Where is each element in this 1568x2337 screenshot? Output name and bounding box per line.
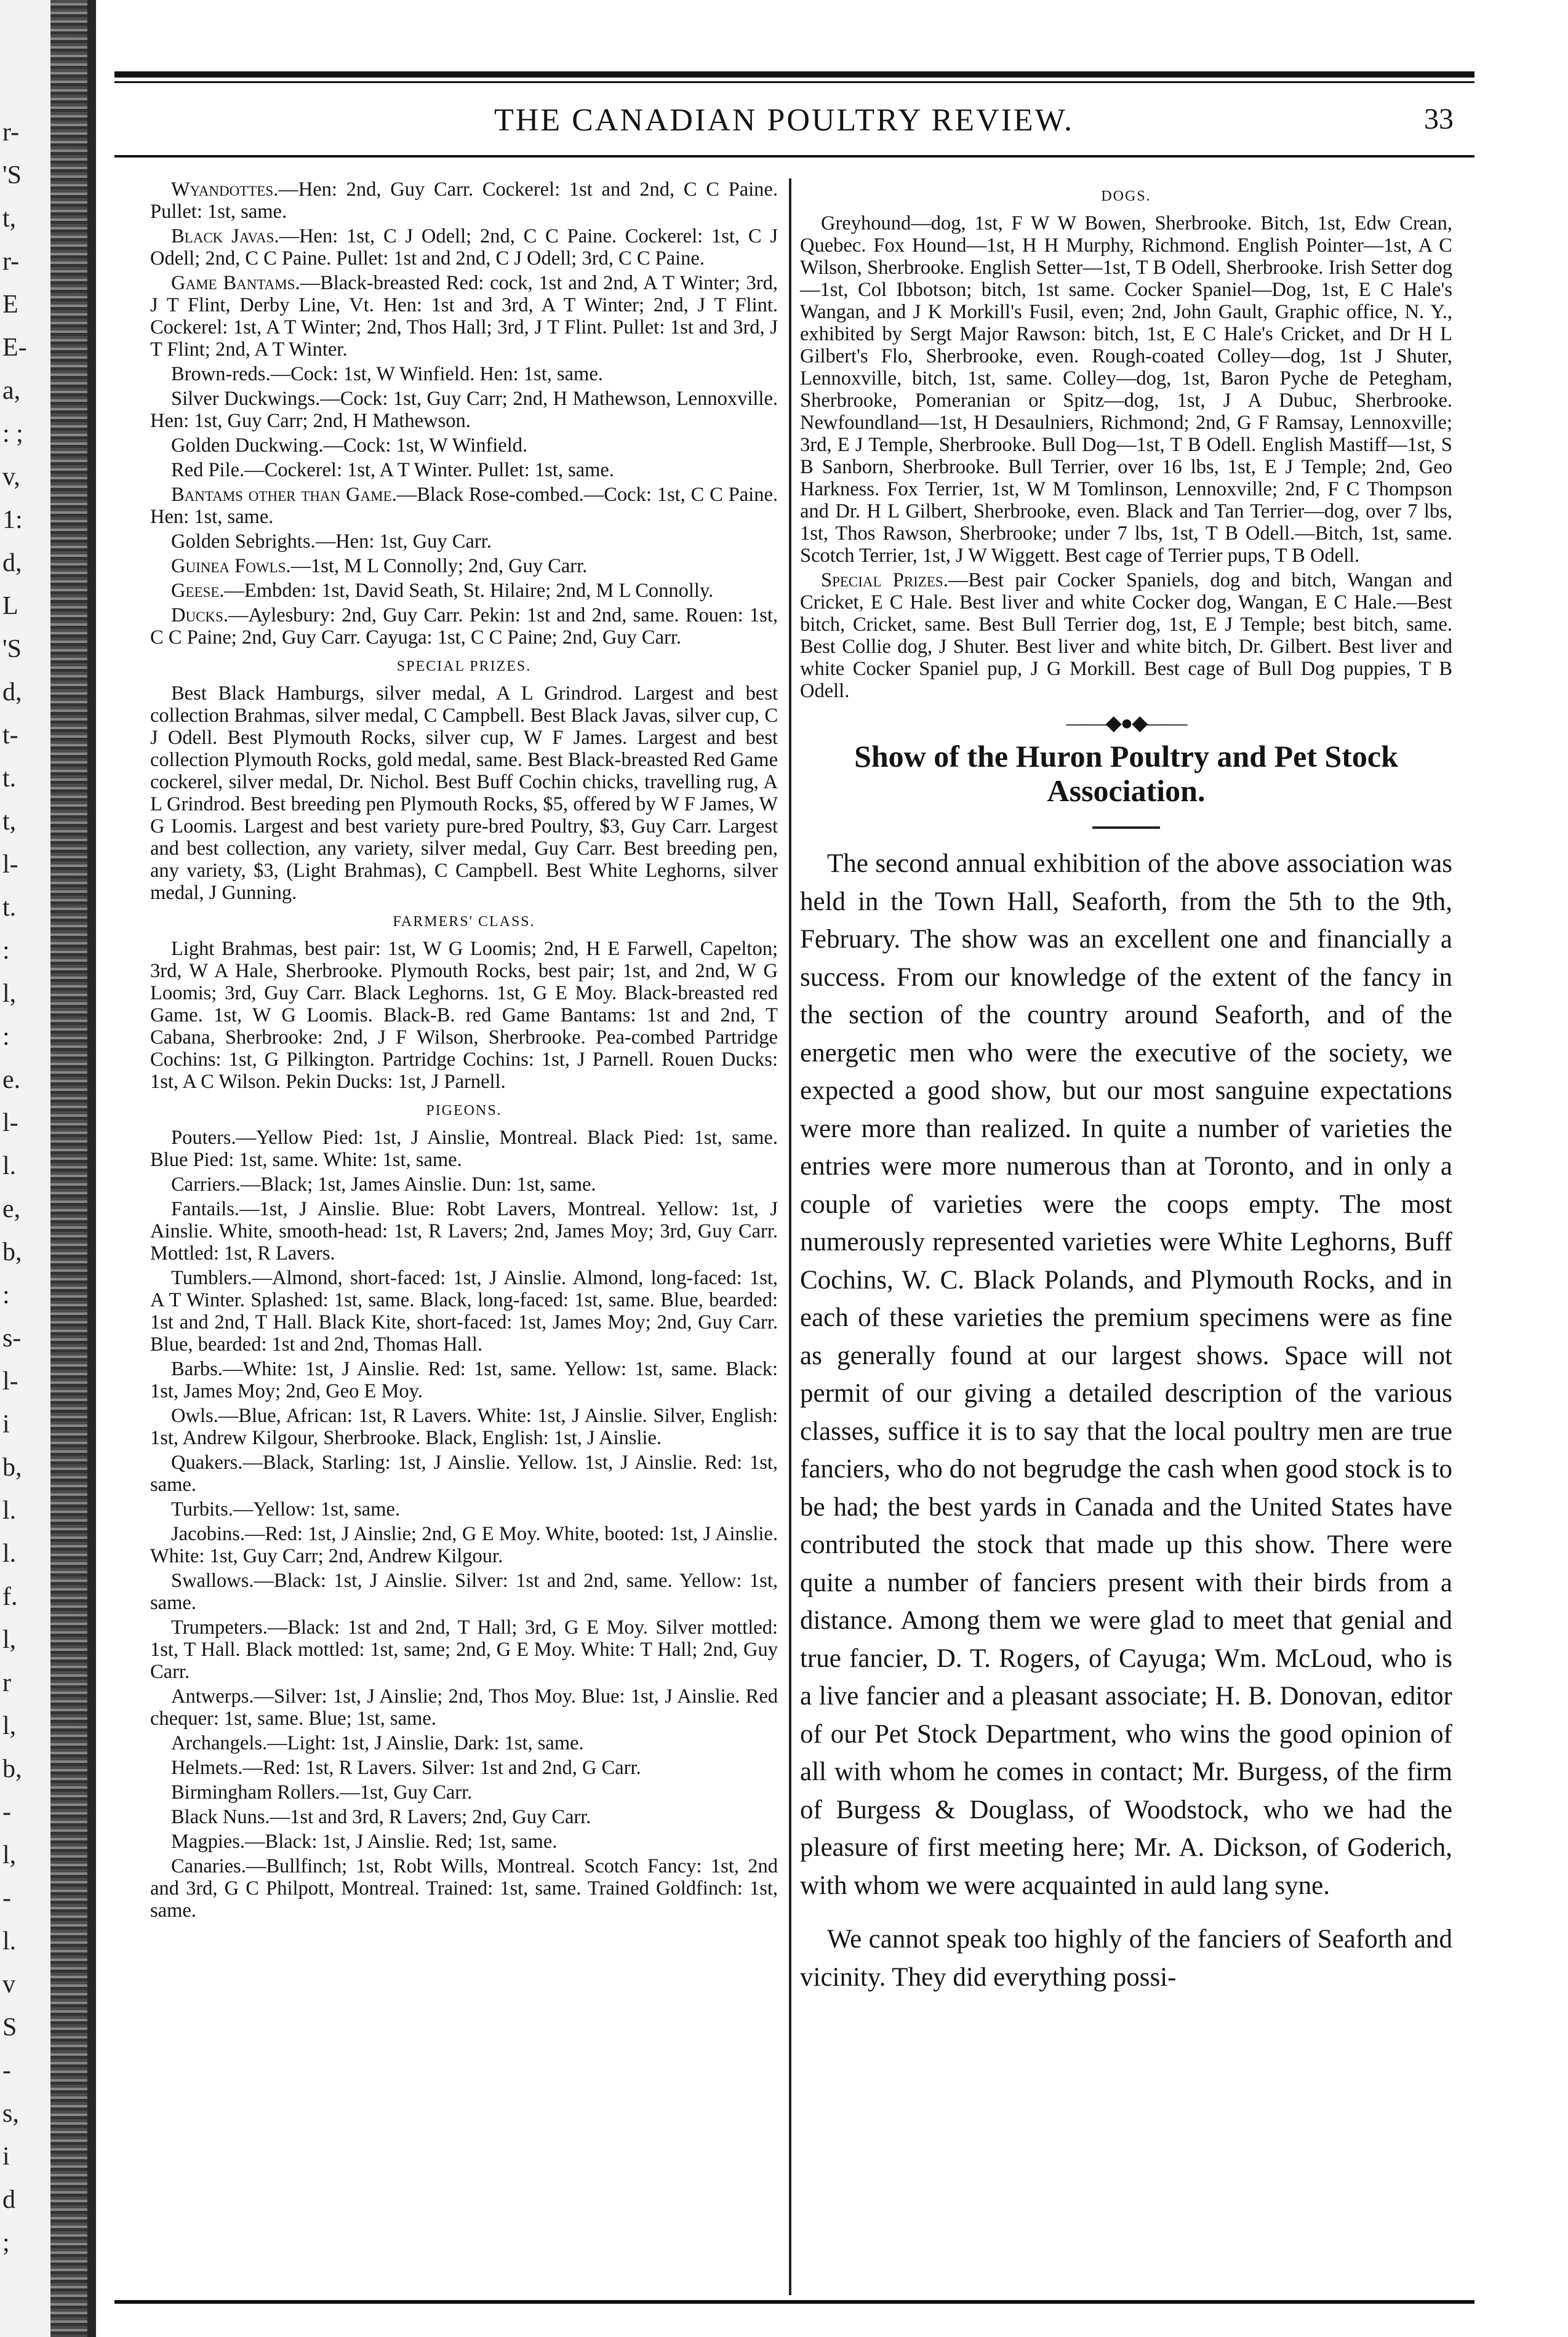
margin-fragment: t, (2, 204, 17, 233)
result-text: Red Pile.—Cockerel: 1st, A T Winter. Pullet: 1st, same. (171, 459, 614, 481)
margin-fragment: i (2, 1410, 10, 1439)
margin-fragment: : (2, 1281, 10, 1309)
dog-special-prizes (800, 569, 1452, 702)
page-number: 33 (1424, 103, 1454, 135)
result-text: Golden Sebrights.—Hen: 1st, Guy Carr. (171, 530, 492, 553)
result-text: —Black-breasted Red: cock, 1st and 2nd, A T Winter; 3rd, J T Flint, Derby Line, Vt. Hen: 1st and 3rd, A T Winter; 2nd, J T Flint. Cockerel: 1st, A T Winter; 2nd, Thos Hall; 3rd, J T Flint. Pullet: 1st and 3rd, J T Flint; 2nd, A T Winter. (150, 272, 778, 361)
result-paragraph (150, 580, 778, 602)
result-paragraph (150, 604, 778, 649)
pigeon-paragraph: Swallows.—Black: 1st, J Ainslie. Silver: 1st and 2nd, same. Yellow: 1st, same. (150, 1570, 778, 1614)
result-text: Golden Duckwing.—Cock: 1st, W Winfield. (171, 434, 528, 457)
pigeon-paragraph: Fantails.—1st, J Ainslie. Blue: Robt Lavers, Montreal. Yellow: 1st, J Ainslie. White, smooth-head: 1st, R Lavers; 2nd, James Moy; 3rd, Guy Carr. Mottled: 1st, R Lavers. (150, 1198, 778, 1264)
margin-fragment: L (2, 592, 18, 620)
margin-fragment: v, (2, 463, 20, 491)
margin-fragment: d (2, 2186, 15, 2214)
margin-fragment: l. (2, 1540, 17, 1568)
dog-special-prizes-lead: Special Prizes. (821, 569, 948, 591)
margin-fragment: t. (2, 764, 17, 793)
margin-fragment: d, (2, 549, 22, 577)
result-paragraph (150, 434, 778, 457)
margin-fragment: 1: (2, 506, 23, 534)
margin-fragment: v (2, 1970, 15, 1999)
margin-fragment: : ; (2, 420, 23, 448)
result-class-lead: Geese. (171, 580, 225, 602)
left-column (150, 178, 778, 1924)
margin-fragment: l, (2, 1712, 17, 1740)
margin-fragment: l. (2, 1496, 17, 1525)
margin-fragment: E (2, 290, 18, 319)
result-paragraph (150, 272, 778, 361)
dog-special-prizes-body: —Best pair Cocker Spaniels, dog and bitch, Wangan and Cricket, E C Hale. Best liver and white Cocker dog, Wangan, E C Hale.—Best bitch, Cricket, same. Best Bull Terrier dog, 1st, E J Temple; best bitch, same. Best Collie dog, J Shuter. Best liver and white bitch, Dr. Gilbert. Best liver and white Cocker Spaniel pup, J G Morkill. Best cage of Bull Dog puppies, T B Odell. (800, 569, 1452, 702)
result-class-lead: Ducks. (171, 604, 228, 626)
result-text: Silver Duckwings.—Cock: 1st, Guy Carr; 2nd, H Mathewson, Lennoxville. Hen: 1st, Guy Carr; 2nd, H Mathewson. (150, 388, 778, 432)
margin-fragment: s, (2, 2099, 19, 2128)
dogs-heading: DOGS. (1101, 188, 1151, 204)
farmers-class-heading: FARMERS' CLASS. (393, 914, 535, 930)
margin-fragment: a, (2, 377, 21, 405)
margin-fragment: e. (2, 1066, 21, 1094)
journal-title: THE CANADIAN POULTRY REVIEW. (494, 103, 1074, 138)
result-paragraph (150, 225, 778, 270)
margin-fragment: t- (2, 721, 18, 749)
pigeon-paragraph: Archangels.—Light: 1st, J Ainslie, Dark: 1st, same. (171, 1732, 584, 1754)
margin-fragment: : (2, 937, 10, 965)
result-class-lead: Guinea Fowls. (171, 555, 291, 577)
margin-fragment: - (2, 1884, 11, 1912)
margin-fragment: l, (2, 1626, 17, 1654)
pigeon-paragraph: Barbs.—White: 1st, J Ainslie. Red: 1st, same. Yellow: 1st, same. Black: 1st, James Moy; 2nd, Geo E Moy. (150, 1358, 778, 1402)
pigeon-paragraph: Magpies.—Black: 1st, J Ainslie. Red; 1st, same. (171, 1831, 558, 1853)
result-paragraph (150, 363, 778, 385)
result-class-lead: Wyandottes. (171, 178, 279, 201)
result-text: —Hen: 2nd, Guy Carr. Cockerel: 1st and 2nd, C C Paine. Pullet: 1st, same. (150, 178, 778, 223)
result-class-lead: Game Bantams. (171, 272, 300, 294)
pigeon-paragraph: Antwerps.—Silver: 1st, J Ainslie; 2nd, Thos Moy. Blue: 1st, J Ainslie. Red chequer: 1st, same. Blue; 1st, same. (150, 1685, 778, 1730)
pigeons-heading: PIGEONS. (426, 1103, 502, 1119)
result-text: Brown-reds.—Cock: 1st, W Winfield. Hen: 1st, same. (171, 363, 603, 385)
margin-fragment: l. (2, 1152, 17, 1180)
result-class-lead: Black Javas. (171, 225, 279, 247)
pigeon-paragraph: Turbits.—Yellow: 1st, same. (171, 1498, 401, 1520)
right-column (800, 178, 1452, 1996)
column-divider (789, 178, 791, 2295)
article-paragraph-1: The second annual exhibition of the above association was held in the Town Hall, Seaforth, from the 5th to the 9th, February. The show was an excellent one and financially a success. From our knowledge of the extent of the fancy in the section of the country around Seaforth, and of the energetic men who were the executive of the society, we expected a good show, but our most sanguine expectations were more than realized. In quite a number of varieties the entries were more numerous than at Toronto, and in only a couple of varieties were the coops empty. The most numerously represented varieties were White Leghorns, Buff Cochins, W. C. Black Polands, and Plymouth Rocks, and in each of these varieties the premium specimens were as fine as generally found at our largest shows. Space will not permit of our giving a detailed description of the various classes, suffice it is to say that the local poultry men are true fanciers, who do not begrudge the cash when good stock is to be had; the best yards in Canada and the United States have contributed the stock that made up this show. There were quite a number of fanciers present with their birds from a distance. Among them we were glad to meet that genial and true fancier, D. T. Rogers, of Cayuga; Wm. McLoud, who is a live fancier and a pleasant associate; H. B. Donovan, editor of our Pet Stock Department, who wins the good opinion of all with whom he comes in contact; Mr. Burgess, of the firm of Burgess & Douglass, of Woodstock, who we had the pleasure of first meeting here; Mr. A. Dickson, of Goderich, with whom we were acquainted in auld lang syne. (800, 849, 1452, 1900)
farmers-class-text: Light Brahmas, best pair: 1st, W G Loomis; 2nd, H E Farwell, Capelton; 3rd, W A Hale, Sherbrooke. Plymouth Rocks, best pair; 1st, and 2nd, W G Loomis; 3rd, Guy Carr. Black Leghorns. 1st, G E Moy. Black-breasted red Game. 1st, W G Loomis. Black-B. red Game Bantams: 1st and 2nd, T Cabana, Sherbrooke: 2nd, J F Wilson, Sherbrooke. Pea-combed Partridge Cochins: 1st, G Pilkington. Partridge Cochins: 1st, J Parnell. Rouen Ducks: 1st, A C Wilson. Pekin Ducks: 1st, J Parnell. (150, 938, 778, 1093)
title-rule (1092, 826, 1160, 829)
margin-fragment: 'S (2, 161, 22, 190)
margin-fragment: r- (2, 247, 20, 276)
pigeon-paragraph: Tumblers.—Almond, short-faced: 1st, J Ainslie. Almond, long-faced: 1st, A T Winter. Splashed: 1st, same. Black, long-faced: 1st, same. Blue, bearded: 1st and 2nd, T Hall. Black Kite, short-faced: 1st, James Moy; 2nd, Guy Carr. Blue, bearded: 1st and 2nd, Thomas Hall. (150, 1267, 778, 1356)
margin-fragment: - (2, 1798, 11, 1826)
margin-fragment: E- (2, 334, 27, 362)
margin-fragment: s- (2, 1324, 22, 1352)
result-paragraph (150, 530, 778, 553)
pigeon-paragraph: Pouters.—Yellow Pied: 1st, J Ainslie, Montreal. Black Pied: 1st, same. Blue Pied: 1st, same. White: 1st, same. (150, 1127, 778, 1171)
margin-fragment: d, (2, 678, 22, 706)
header-rule (114, 71, 1474, 78)
margin-fragment: S (2, 2013, 17, 2042)
margin-fragment: r- (2, 118, 20, 146)
margin-fragment: t. (2, 893, 17, 922)
dogs-text: Greyhound—dog, 1st, F W W Bowen, Sherbrooke. Bitch, 1st, Edw Crean, Quebec. Fox Hound—1st, H H Murphy, Richmond. English Pointer—1st, A C Wilson, Sherbrooke. English Setter—1st, T B Odell, Sherbrooke. Irish Setter dog—1st, Col Ibbotson; bitch, 1st same. Cocker Spaniel—Dog, 1st, E C Hale's Wangan, and J K Morkill's Fusil, even; 2nd, John Gault, Graphic office, N. Y., exhibited by Sergt Major Rawson: bitch, 1st, E C Hale's Cricket, and Dr H L Gilbert's Flo, Sherbrooke, even. Rough-coated Colley—dog, 1st J Shuter, Lennoxville, bitch, 1st, same. Colley—dog, 1st, Baron Pyche de Petegham, Sherbrooke, Pomeranian or Spitz—dog, 1st, J A Dubuc, Sherbrooke. Newfoundland—1st, H Desaulniers, Richmond; 2nd, G F Ramsay, Lennoxville; 3rd, E J Temple, Sherbrooke. Bull Dog—1st, T B Odell. English Mastiff—1st, S B Sanborn, Sherbrooke. Bull Terrier, over 16 lbs, 1st, E J Temple; 2nd, Geo Harkness. Fox Terrier, 1st, W M Tomlinson, Lennoxville; 2nd, F C Thompson and Dr. H L Gilbert, Sherbrooke, even. Black and Tan Terrier—dog, over 7 lbs, 1st, Thos Rawson, Sherbrooke; under 7 lbs, 1st, T B Odell.—Bitch, 1st, same. Scotch Terrier, 1st, J W Wiggett. Best cage of Terrier pups, T B Odell. (800, 212, 1452, 567)
result-text: —Hen: 1st, C J Odell; 2nd, C C Paine. Cockerel: 1st, C J Odell; 2nd, C C Paine. Pullet: 1st and 2nd, C J Odell; 3rd, C C Paine. (150, 225, 778, 270)
margin-fragment: i (2, 2143, 10, 2171)
result-paragraph (150, 459, 778, 481)
pigeon-paragraph: Canaries.—Bullfinch; 1st, Robt Wills, Montreal. Scotch Fancy: 1st, 2nd and 3rd, G C Philpott, Montreal. Trained: 1st, same. Trained Goldfinch: 1st, same. (150, 1855, 778, 1922)
margin-fragment: l, (2, 1841, 17, 1869)
pigeon-paragraph: Carriers.—Black; 1st, James Ainslie. Dun: 1st, same. (171, 1173, 596, 1196)
binding-spine (50, 0, 96, 2337)
pigeon-results (150, 1127, 778, 1922)
pigeon-paragraph: Owls.—Blue, African: 1st, R Lavers. White: 1st, J Ainslie. Silver, English: 1st, Andrew Kilgour, Sherbrooke. Black, English: 1st, J Ainslie. (150, 1405, 778, 1449)
result-paragraph (150, 178, 778, 223)
article-title: Show of the Huron Poultry and Pet Stock Association. (854, 739, 1398, 808)
margin-fragment: 'S (2, 635, 22, 663)
margin-fragment: l. (2, 1927, 17, 1955)
margin-fragment: r (2, 1669, 11, 1697)
margin-fragment: b, (2, 1755, 22, 1783)
result-text: —Embden: 1st, David Seath, St. Hilaire; 2nd, M L Connolly. (224, 580, 714, 602)
result-paragraph (150, 388, 778, 432)
margin-fragment: l- (2, 1109, 18, 1137)
pigeon-paragraph: Quakers.—Black, Starling: 1st, J Ainslie. Yellow. 1st, J Ainslie. Red: 1st, same. (150, 1452, 778, 1496)
result-text: —1st, M L Connolly; 2nd, Guy Carr. (290, 555, 588, 577)
poultry-results (150, 178, 778, 649)
margin-fragment: t, (2, 807, 17, 836)
special-prizes-text: Best Black Hamburgs, silver medal, A L Grindrod. Largest and best collection Brahmas, silver medal, C Campbell. Best Black Javas, silver cup, C J Odell. Best Plymouth Rocks, silver cup, W F James. Largest and best collection Plymouth Rocks, gold medal, same. Best Black-breasted Red Game cockerel, silver medal, Dr. Nichol. Best Buff Cochin chicks, travelling rug, A L Grindrod. Best breeding pen Plymouth Rocks, $5, offered by W F James, W G Loomis. Largest and best variety pure-bred Poultry, $3, Guy Carr. Largest and best collection, any variety, silver medal, Guy Carr. Best breeding pen, any variety, $3, (Light Brahmas), C Campbell. Best White Leghorns, silver medal, J Gunning. (150, 682, 778, 904)
margin-fragment: - (2, 2056, 11, 2085)
special-prizes-heading: SPECIAL PRIZES. (396, 658, 532, 674)
header-underline (114, 155, 1474, 158)
result-text: —Black Rose-combed.—Cock: 1st, C C Paine. Hen: 1st, same. (150, 484, 778, 528)
header-rule-thin (114, 81, 1474, 83)
margin-fragment: ; (2, 2229, 10, 2257)
margin-fragment: e, (2, 1195, 21, 1223)
pigeon-paragraph: Black Nuns.—1st and 3rd, R Lavers; 2nd, Guy Carr. (171, 1806, 591, 1828)
footer-rule (114, 2300, 1474, 2304)
article-paragraph-2: We cannot speak too highly of the fanciers of Seaforth and vicinity. They did everything possi- (800, 1925, 1452, 1992)
pigeon-paragraph: Helmets.—Red: 1st, R Lavers. Silver: 1st and 2nd, G Carr. (171, 1757, 641, 1779)
margin-fragment: f. (2, 1583, 18, 1611)
pigeon-paragraph: Jacobins.—Red: 1st, J Ainslie; 2nd, G E Moy. White, booted: 1st, J Ainslie. White: 1st, Guy Carr; 2nd, Andrew Kilgour. (150, 1523, 778, 1567)
margin-fragment: l- (2, 850, 18, 879)
pigeon-paragraph: Trumpeters.—Black: 1st and 2nd, T Hall; 3rd, G E Moy. Silver mottled: 1st, T Hall. Black mottled: 1st, same; 2nd, G E Moy. White: T Hall; 2nd, Guy Carr. (150, 1616, 778, 1683)
margin-fragment: l, (2, 980, 17, 1008)
result-text: —Aylesbury: 2nd, Guy Carr. Pekin: 1st and 2nd, same. Rouen: 1st, C C Paine; 2nd, Guy Carr. Cayuga: 1st, C C Paine; 2nd, Guy Carr. (150, 604, 778, 649)
margin-fragment: l- (2, 1367, 18, 1396)
ornament-divider: ——◆●◆—— (1066, 712, 1186, 735)
result-class-lead: Bantams other than Game. (171, 484, 397, 506)
margin-fragment: b, (2, 1453, 22, 1482)
running-head (114, 86, 1454, 160)
result-paragraph (150, 555, 778, 577)
pigeon-paragraph: Birmingham Rollers.—1st, Guy Carr. (171, 1781, 473, 1804)
margin-fragment: : (2, 1023, 10, 1051)
result-paragraph (150, 484, 778, 528)
adjacent-page-fragments (2, 111, 27, 2264)
margin-fragment: b, (2, 1238, 22, 1266)
